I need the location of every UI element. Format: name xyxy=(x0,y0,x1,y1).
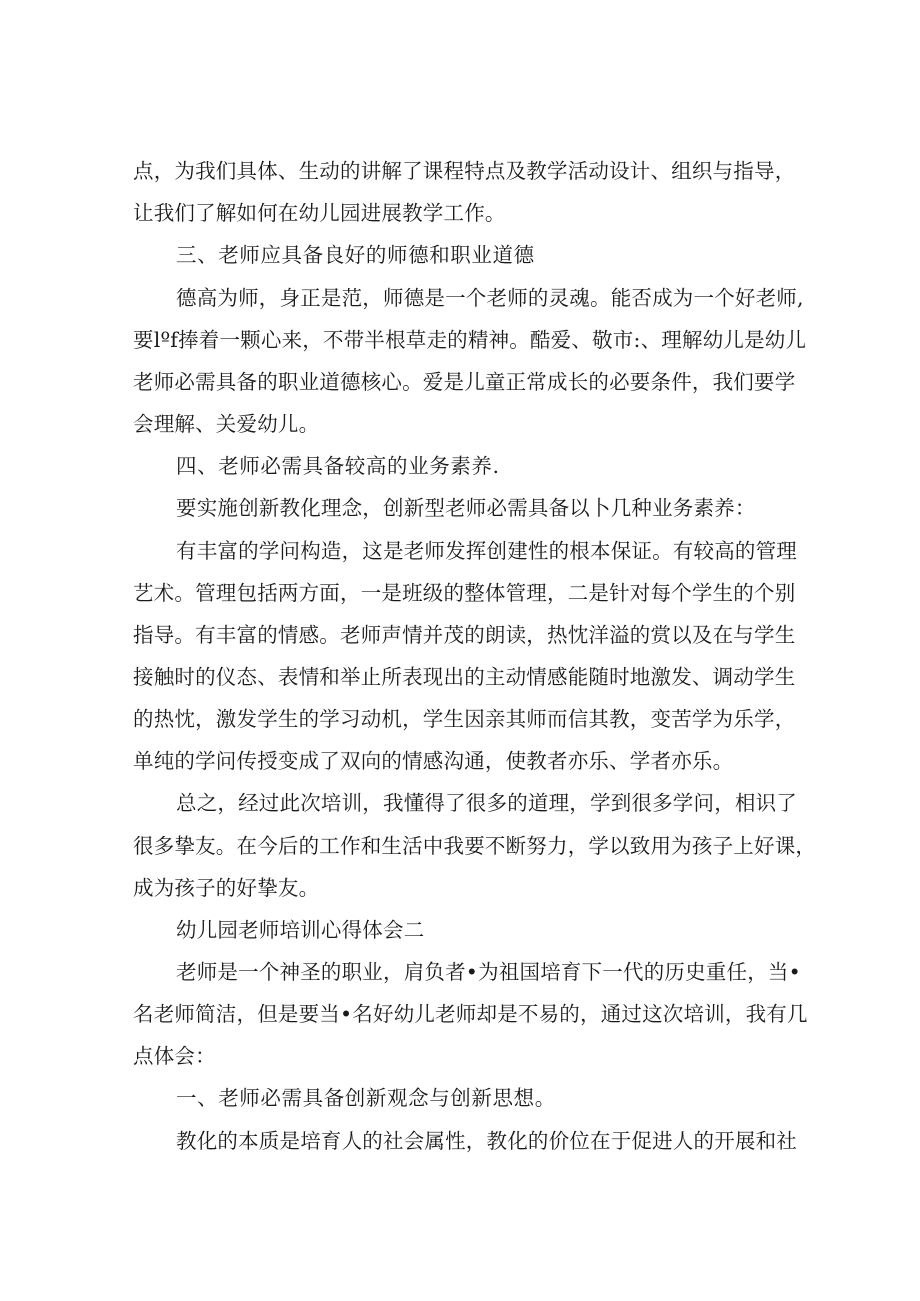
section-heading: 三、老师应具备良好的师德和职业道德 xyxy=(176,243,535,267)
document-subtitle: 幼儿园老师培训心得体会二 xyxy=(176,918,425,942)
paragraph-line: 让我们了解如何在幼儿园进展教学工作。 xyxy=(133,201,506,225)
paragraph-line: 的热忱，激发学生的学习动机，学生因亲其师而信其教，变苦学为乐学， xyxy=(133,707,796,731)
paragraph-line: 指导。有丰富的情感。老师声情并茂的朗读，热忱洋溢的赏以及在与学生 xyxy=(133,623,796,647)
paragraph-line: 要实施创新教化理念，创新型老师必需具备以卜几种业务素养： xyxy=(176,496,756,520)
paragraph-line: 会理解、关爱幼儿。 xyxy=(133,412,320,436)
paragraph-line: 点，为我们具体、生动的讲解了课程特点及教学活动设计、组织与指导， xyxy=(133,159,796,183)
paragraph-line: 老师必需具备的职业道德核心。爱是儿童正常成长的必要条件，我们要学 xyxy=(133,370,796,394)
paragraph-line: 成为孩子的好挚友。 xyxy=(133,876,320,900)
paragraph-line: 艺术。管理包括两方面，一是班级的整体管理，二是针对每个学生的个别 xyxy=(133,581,796,605)
paragraph-line: 点体会： xyxy=(133,1044,216,1068)
paragraph-line: 单纯的学问传授变成了双向的情感沟通，使教者亦乐、学者亦乐。 xyxy=(133,749,734,773)
paragraph-line: 总之，经过此次培训，我懂得了很多的道理，学到很多学问，相识了 xyxy=(176,791,797,815)
paragraph-line: 很多挚友。在今后的工作和生活中我要不断努力，学以致用为孩子上好课， xyxy=(133,834,817,858)
paragraph-line: 名老师简洁，但是要当•名好幼儿老师却是不易的，通过这次培训，我有几 xyxy=(133,1002,808,1026)
paragraph-line: 老师是一个神圣的职业，肩负者•为祖国培育下一代的历史重任，当• xyxy=(176,960,801,984)
section-heading: 一、老师必需具备创新观念与创新思想。 xyxy=(176,1086,556,1110)
paragraph-line: 要lºf捧着一颗心来，不带半根草走的精神。酷爱、敬市:、理解幼儿是幼儿 xyxy=(133,328,807,352)
section-heading: 四、老师必需具备较高的业务素养. xyxy=(176,454,500,478)
paragraph-line: 接触时的仪态、表情和举止所表现出的主动情感能随时地激发、调动学生 xyxy=(133,665,796,689)
paragraph-line: 有丰富的学问构造，这是老师发挥创建性的根本保证。有较高的管理 xyxy=(176,539,797,563)
paragraph-line: 教化的本质是培育人的社会属性，教化的价位在于促进人的开展和社 xyxy=(176,1129,797,1153)
paragraph-line: 德高为师，身正是范，师德是一个老师的灵魂。能否成为一个好老师, xyxy=(176,286,804,310)
